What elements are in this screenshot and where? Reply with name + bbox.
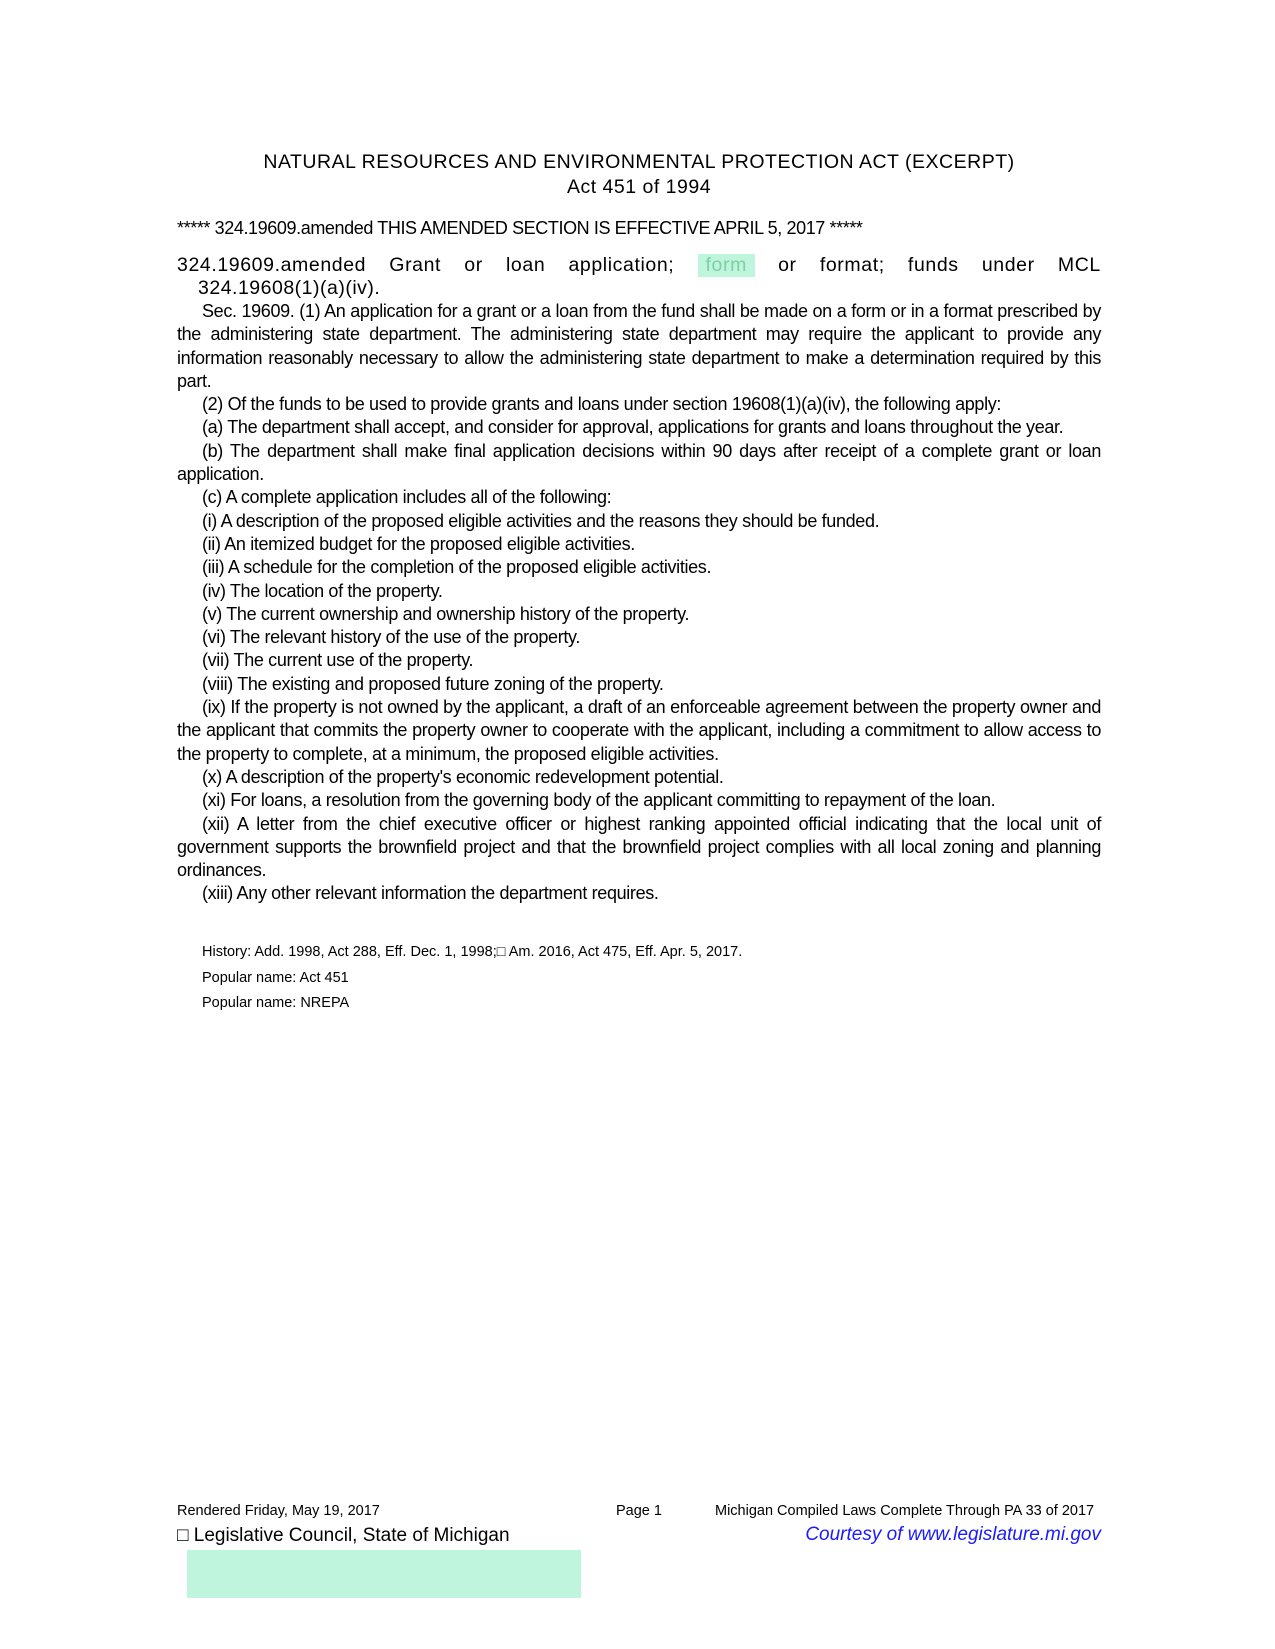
footer-mcl-status: Michigan Compiled Laws Complete Through PA 33 of 2017 [715, 1503, 1095, 1519]
act-number: Act 451 of 1994 [566, 176, 712, 198]
heading-word: 324.19609.amended [177, 254, 367, 276]
paragraph: (a) The department shall accept, and consider for approval, applications for grants and loans throughout the year. [202, 417, 1064, 438]
paragraph: (vii) The current use of the property. [202, 650, 474, 671]
popular-name: Popular name: NREPA [202, 995, 350, 1011]
heading-word: Grant [389, 254, 442, 276]
heading-word: application; [568, 254, 675, 276]
heading-word: or [778, 254, 797, 276]
heading-word: format; [819, 254, 885, 276]
section-heading [177, 254, 1101, 300]
paragraph: (ix) If the property is not owned by the applicant, a draft of an enforceable agreement between the property owner and the applicant that commits the property owner to cooperate with the applicant, including a commitment to allow access to the property to complete, at a minimum, the proposed eligible activities. [177, 697, 1101, 764]
act-title: NATURAL RESOURCES AND ENVIRONMENTAL PROTECTION ACT (EXCERPT) [263, 151, 1015, 173]
paragraph: (vi) The relevant history of the use of the property. [202, 627, 580, 648]
paragraph: (i) A description of the proposed eligible activities and the reasons they should be funded. [202, 510, 880, 531]
section-body [177, 300, 1101, 906]
paragraph: (iii) A schedule for the completion of the proposed eligible activities. [202, 557, 712, 578]
history-note: History: Add. 1998, Act 288, Eff. Dec. 1, 1998;□ Am. 2016, Act 475, Eff. Apr. 5, 2017. [202, 944, 743, 960]
paragraph: (iv) The location of the property. [202, 580, 443, 601]
footer-courtesy-link[interactable]: Courtesy of www.legislature.mi.gov [805, 1524, 1101, 1545]
paragraph: (viii) The existing and proposed future zoning of the property. [202, 673, 664, 694]
footer-highlight-box [187, 1550, 581, 1598]
paragraph: (c) A complete application includes all of the following: [202, 487, 612, 508]
paragraph: (xii) A letter from the chief executive officer or highest ranking appointed official indicating that the local unit of government supports the brownfield project and that the brownfield project complies with all local zoning and planning ordinances. [177, 813, 1101, 881]
paragraph: (v) The current ownership and ownership history of the property. [202, 603, 690, 624]
paragraph: (xi) For loans, a resolution from the governing body of the applicant committing to repayment of the loan. [202, 790, 996, 811]
popular-name: Popular name: Act 451 [202, 970, 349, 986]
paragraph: (ii) An itemized budget for the proposed eligible activities. [202, 533, 635, 554]
paragraph: (xiii) Any other relevant information the department requires. [202, 883, 659, 904]
amendment-banner: ***** 324.19609.amended THIS AMENDED SECTION IS EFFECTIVE APRIL 5, 2017 ***** [177, 218, 863, 238]
footer-rendered-date: Rendered Friday, May 19, 2017 [177, 1503, 380, 1519]
paragraph: (b) The department shall make final application decisions within 90 days after receipt of a complete grant or loan application. [177, 440, 1101, 485]
footer-legislative-council: □ Legislative Council, State of Michigan [177, 1525, 510, 1546]
heading-word: loan [506, 254, 546, 276]
act-header [177, 150, 1101, 200]
paragraph: (x) A description of the property's economic redevelopment potential. [202, 766, 724, 787]
footer-page-number: Page 1 [616, 1503, 662, 1519]
paragraph: (2) Of the funds to be used to provide grants and loans under section 19608(1)(a)(iv), the following apply: [202, 394, 1002, 415]
section-heading-line [177, 254, 1101, 277]
heading-word: funds [907, 254, 959, 276]
heading-word: or [464, 254, 483, 276]
section-heading-line: 324.19608(1)(a)(iv). [198, 277, 381, 299]
heading-word: under [981, 254, 1035, 276]
search-highlight-form: form [698, 254, 755, 277]
paragraph: Sec. 19609. (1) An application for a grant or a loan from the fund shall be made on a form or in a format prescribed by the administering state department. The administering state department may require the applicant to provide any information reasonably necessary to allow the administering state department to make a determination required by this part. [177, 301, 1101, 391]
heading-word: MCL [1057, 254, 1101, 276]
